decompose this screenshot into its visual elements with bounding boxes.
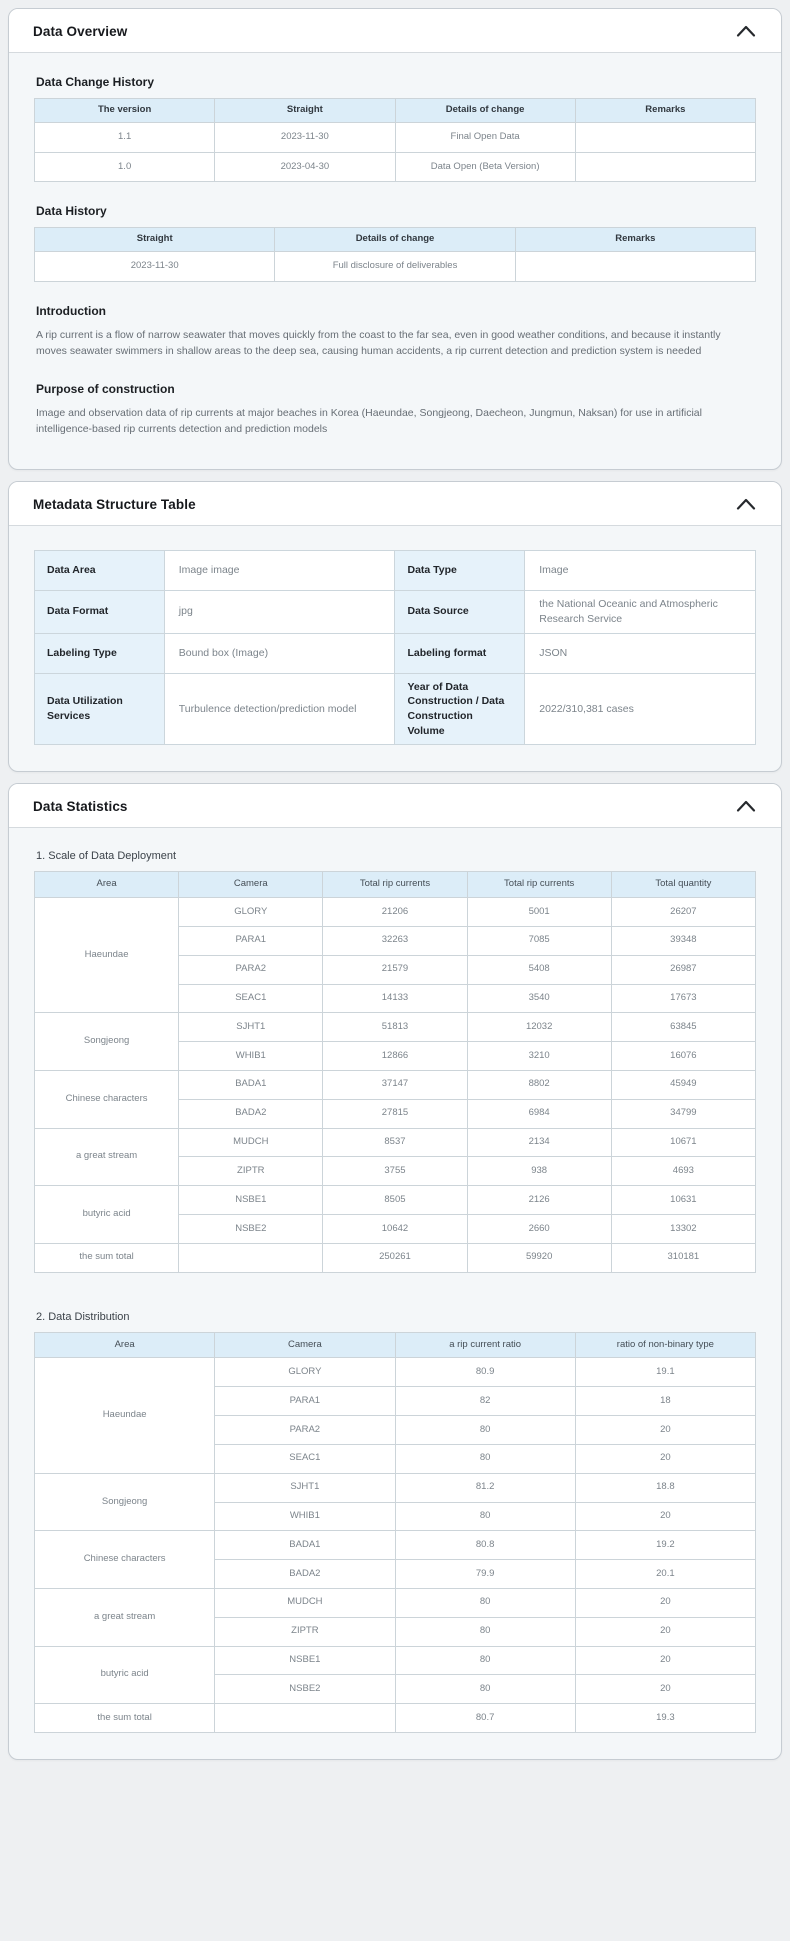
table-cell: 10642 xyxy=(323,1215,467,1244)
table-cell: 80 xyxy=(395,1502,575,1531)
area-cell: Songjeong xyxy=(35,1473,215,1531)
table-cell: 19.3 xyxy=(575,1704,755,1733)
chevron-up-icon[interactable] xyxy=(735,22,757,40)
table-row xyxy=(35,122,756,152)
field-label: Data Utilization Services xyxy=(35,673,165,745)
table-cell: 59920 xyxy=(467,1243,611,1272)
table-cell: 310181 xyxy=(611,1243,755,1272)
area-cell: Songjeong xyxy=(35,1013,179,1071)
table-cell: NSBE2 xyxy=(179,1215,323,1244)
table-cell: 1.1 xyxy=(35,122,215,152)
field-label: Year of Data Construction / Data Construction Volume xyxy=(395,673,525,745)
table-cell: 2660 xyxy=(467,1215,611,1244)
table-cell: 80.8 xyxy=(395,1531,575,1560)
table-cell: 81.2 xyxy=(395,1473,575,1502)
table-cell: PARA1 xyxy=(179,926,323,955)
table-header-row xyxy=(35,99,756,123)
table-cell: NSBE1 xyxy=(179,1186,323,1215)
table-header-row xyxy=(35,872,756,898)
field-value: the National Oceanic and Atmospheric Research Service xyxy=(525,591,756,633)
purpose-text: Image and observation data of rip currents at major beaches in Korea (Haeundae, Songjeong, Daecheon, Jungmun, Naksan) for use in artificial intelligence-based rip currents detection and prediction models xyxy=(36,406,702,435)
table-header-row xyxy=(35,228,756,252)
metadata-table xyxy=(34,550,756,745)
table-cell: 18 xyxy=(575,1387,755,1416)
column-header: Camera xyxy=(215,1332,395,1358)
introduction-text: A rip current is a flow of narrow seawater that moves quickly from the coast to the far sea, even in good weather conditions, and because it instantly moves seawater swimmers in shallow areas to the deep sea, causing human accidents, a rip current detection and prediction system is needed xyxy=(36,329,721,358)
column-header: Total rip currents xyxy=(467,872,611,898)
area-cell: butyric acid xyxy=(35,1186,179,1244)
table-cell: MUDCH xyxy=(179,1128,323,1157)
card-metadata-structure xyxy=(8,481,782,772)
area-cell: the sum total xyxy=(35,1243,179,1272)
field-label: Labeling format xyxy=(395,633,525,673)
table-cell: 4693 xyxy=(611,1157,755,1186)
table-cell: 16076 xyxy=(611,1042,755,1071)
table-cell: 80.9 xyxy=(395,1358,575,1387)
table-cell: 34799 xyxy=(611,1099,755,1128)
table-cell: PARA2 xyxy=(179,955,323,984)
data-overview-accordion-header[interactable] xyxy=(9,9,781,53)
table-row xyxy=(35,1646,756,1675)
field-label: Data Source xyxy=(395,591,525,633)
table-cell: 19.2 xyxy=(575,1531,755,1560)
table-cell: Final Open Data xyxy=(395,122,575,152)
column-header: Straight xyxy=(215,99,395,123)
area-cell: Chinese characters xyxy=(35,1531,215,1589)
table-cell: 10631 xyxy=(611,1186,755,1215)
table-cell: 80 xyxy=(395,1444,575,1473)
field-value: Turbulence detection/prediction model xyxy=(164,673,395,745)
table-cell: 938 xyxy=(467,1157,611,1186)
table-cell: 2023-11-30 xyxy=(215,122,395,152)
field-label: Data Format xyxy=(35,591,165,633)
table-cell xyxy=(515,252,755,282)
table-row xyxy=(35,633,756,673)
table-cell xyxy=(575,152,755,182)
table-cell: 13302 xyxy=(611,1215,755,1244)
table-cell: 5408 xyxy=(467,955,611,984)
table-cell: PARA1 xyxy=(215,1387,395,1416)
table-cell: 8802 xyxy=(467,1070,611,1099)
column-header: Camera xyxy=(179,872,323,898)
table-cell: 12866 xyxy=(323,1042,467,1071)
table-row xyxy=(35,673,756,745)
card-title-data-overview: Data Overview xyxy=(33,23,128,39)
table-cell: NSBE1 xyxy=(215,1646,395,1675)
field-value: Image image xyxy=(164,551,395,591)
table-row xyxy=(35,551,756,591)
table-cell: BADA2 xyxy=(179,1099,323,1128)
table-cell: SJHT1 xyxy=(215,1473,395,1502)
table-cell: 250261 xyxy=(323,1243,467,1272)
table-row xyxy=(35,1243,756,1272)
area-cell: butyric acid xyxy=(35,1646,215,1704)
table-cell: 17673 xyxy=(611,984,755,1013)
table-cell: 79.9 xyxy=(395,1560,575,1589)
table-row xyxy=(35,1473,756,1502)
table-cell: 1.0 xyxy=(35,152,215,182)
table-cell: 19.1 xyxy=(575,1358,755,1387)
metadata-accordion-header[interactable] xyxy=(9,482,781,526)
table-cell: BADA1 xyxy=(215,1531,395,1560)
table-cell: 32263 xyxy=(323,926,467,955)
table-cell: 80 xyxy=(395,1675,575,1704)
table-cell: 14133 xyxy=(323,984,467,1013)
table-row xyxy=(35,898,756,927)
table-cell: 80 xyxy=(395,1617,575,1646)
table-row xyxy=(35,591,756,633)
area-cell: the sum total xyxy=(35,1704,215,1733)
card-data-overview xyxy=(8,8,782,470)
area-cell: a great stream xyxy=(35,1588,215,1646)
table-cell: 20 xyxy=(575,1502,755,1531)
chevron-up-icon[interactable] xyxy=(735,495,757,513)
table-cell: SJHT1 xyxy=(179,1013,323,1042)
column-header: The version xyxy=(35,99,215,123)
table-row xyxy=(35,1531,756,1560)
card-title-statistics: Data Statistics xyxy=(33,798,128,814)
table-cell: 2134 xyxy=(467,1128,611,1157)
table-cell: 20 xyxy=(575,1646,755,1675)
table-cell: 12032 xyxy=(467,1013,611,1042)
table-cell: 20 xyxy=(575,1416,755,1445)
table-cell: 63845 xyxy=(611,1013,755,1042)
table-cell: BADA2 xyxy=(215,1560,395,1589)
table-cell: Data Open (Beta Version) xyxy=(395,152,575,182)
table-cell: 80.7 xyxy=(395,1704,575,1733)
table-cell: 26207 xyxy=(611,898,755,927)
metadata-body xyxy=(9,526,781,771)
table-cell: 20 xyxy=(575,1588,755,1617)
table-cell: 20 xyxy=(575,1617,755,1646)
field-label: Labeling Type xyxy=(35,633,165,673)
data-change-history-table xyxy=(34,98,756,182)
table-cell: 7085 xyxy=(467,926,611,955)
field-label: Data Area xyxy=(35,551,165,591)
table-cell: GLORY xyxy=(215,1358,395,1387)
table-header-row xyxy=(35,1332,756,1358)
table-cell xyxy=(575,122,755,152)
table-cell: 2126 xyxy=(467,1186,611,1215)
table-cell: 39348 xyxy=(611,926,755,955)
table-cell: SEAC1 xyxy=(215,1444,395,1473)
data-distribution-table xyxy=(34,1332,756,1733)
table-cell: 6984 xyxy=(467,1099,611,1128)
table-cell: BADA1 xyxy=(179,1070,323,1099)
table-cell: 18.8 xyxy=(575,1473,755,1502)
table-row xyxy=(35,1186,756,1215)
chevron-up-icon[interactable] xyxy=(735,797,757,815)
card-data-statistics xyxy=(8,783,782,1760)
data-history-table xyxy=(34,227,756,282)
field-value: 2022/310,381 cases xyxy=(525,673,756,745)
table-cell: 27815 xyxy=(323,1099,467,1128)
table-cell: ZIPTR xyxy=(179,1157,323,1186)
table-cell: 3755 xyxy=(323,1157,467,1186)
table-cell: 5001 xyxy=(467,898,611,927)
column-header: Total rip currents xyxy=(323,872,467,898)
heading-data-history: Data History xyxy=(36,204,107,219)
table-cell: 51813 xyxy=(323,1013,467,1042)
table-cell: 45949 xyxy=(611,1070,755,1099)
area-cell: Haeundae xyxy=(35,1358,215,1473)
column-header: Details of change xyxy=(275,228,515,252)
table-cell: 8537 xyxy=(323,1128,467,1157)
table-cell: 20 xyxy=(575,1444,755,1473)
table-cell: WHIB1 xyxy=(215,1502,395,1531)
table-cell: 2023-11-30 xyxy=(35,252,275,282)
table-cell: 37147 xyxy=(323,1070,467,1099)
field-value: Image xyxy=(525,551,756,591)
column-header: Area xyxy=(35,872,179,898)
table-cell: 2023-04-30 xyxy=(215,152,395,182)
statistics-body xyxy=(9,828,781,1759)
table-cell: Full disclosure of deliverables xyxy=(275,252,515,282)
table-row xyxy=(35,1013,756,1042)
statistics-accordion-header[interactable] xyxy=(9,784,781,828)
heading-data-change-history: Data Change History xyxy=(36,75,155,89)
table-cell: ZIPTR xyxy=(215,1617,395,1646)
table-row xyxy=(35,252,756,282)
table-cell xyxy=(215,1704,395,1733)
heading-introduction: Introduction xyxy=(36,304,106,319)
table-cell: 82 xyxy=(395,1387,575,1416)
field-value: JSON xyxy=(525,633,756,673)
field-label: Data Type xyxy=(395,551,525,591)
card-title-metadata: Metadata Structure Table xyxy=(33,496,196,512)
table-row xyxy=(35,152,756,182)
table-row xyxy=(35,1588,756,1617)
column-header: Total quantity xyxy=(611,872,755,898)
table-cell: 80 xyxy=(395,1588,575,1617)
table-cell: WHIB1 xyxy=(179,1042,323,1071)
table-cell: MUDCH xyxy=(215,1588,395,1617)
table-cell: 8505 xyxy=(323,1186,467,1215)
data-overview-body xyxy=(9,53,781,469)
area-cell: Haeundae xyxy=(35,898,179,1013)
table-cell: GLORY xyxy=(179,898,323,927)
caption-scale-of-data-deployment: 1. Scale of Data Deployment xyxy=(36,850,177,863)
column-header: Area xyxy=(35,1332,215,1358)
area-cell: a great stream xyxy=(35,1128,179,1186)
table-row xyxy=(35,1704,756,1733)
table-row xyxy=(35,1358,756,1387)
table-cell: NSBE2 xyxy=(215,1675,395,1704)
table-cell: PARA2 xyxy=(215,1416,395,1445)
table-cell: 80 xyxy=(395,1646,575,1675)
table-row xyxy=(35,1128,756,1157)
table-cell: SEAC1 xyxy=(179,984,323,1013)
table-row xyxy=(35,1070,756,1099)
table-cell xyxy=(179,1243,323,1272)
field-value: jpg xyxy=(164,591,395,633)
table-cell: 21579 xyxy=(323,955,467,984)
column-header: ratio of non-binary type xyxy=(575,1332,755,1358)
table-cell: 21206 xyxy=(323,898,467,927)
heading-purpose-of-construction: Purpose of construction xyxy=(36,381,175,396)
column-header: Details of change xyxy=(395,99,575,123)
table-cell: 10671 xyxy=(611,1128,755,1157)
column-header: Straight xyxy=(35,228,275,252)
column-header: Remarks xyxy=(515,228,755,252)
table-cell: 3210 xyxy=(467,1042,611,1071)
table-cell: 3540 xyxy=(467,984,611,1013)
table-cell: 20.1 xyxy=(575,1560,755,1589)
column-header: Remarks xyxy=(575,99,755,123)
scale-of-data-deployment-table xyxy=(34,871,756,1272)
table-cell: 26987 xyxy=(611,955,755,984)
area-cell: Chinese characters xyxy=(35,1070,179,1128)
table-cell: 80 xyxy=(395,1416,575,1445)
column-header: a rip current ratio xyxy=(395,1332,575,1358)
table-cell: 20 xyxy=(575,1675,755,1704)
caption-data-distribution: 2. Data Distribution xyxy=(36,1310,130,1323)
field-value: Bound box (Image) xyxy=(164,633,395,673)
